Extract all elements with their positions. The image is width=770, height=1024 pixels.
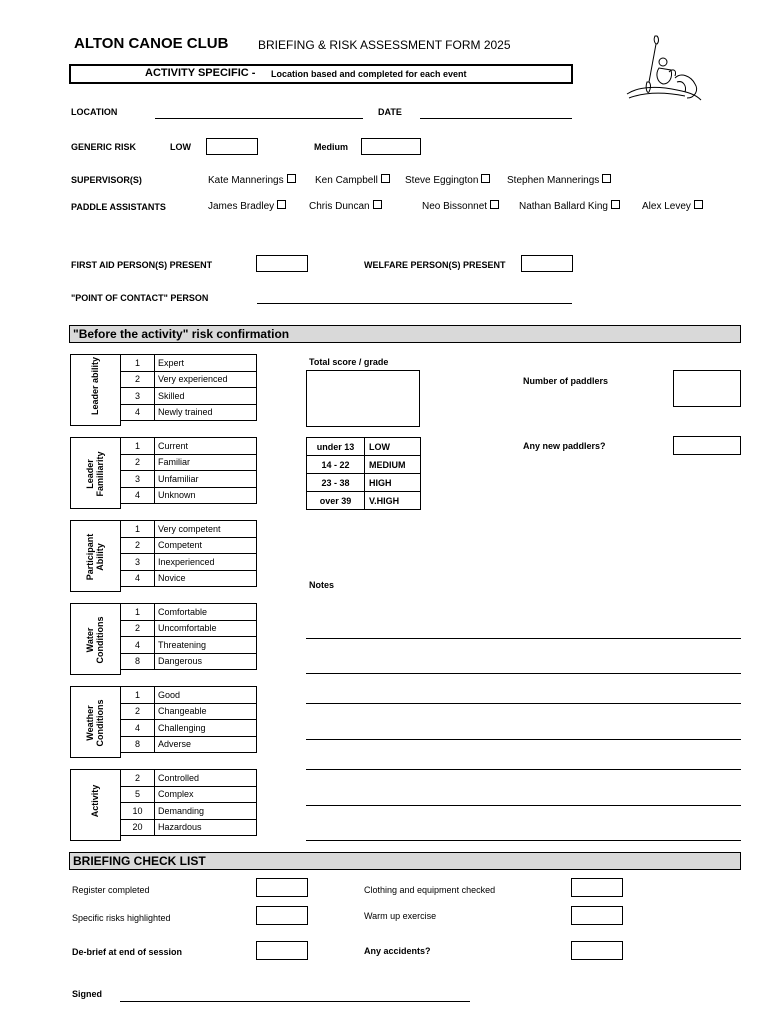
- notes-line[interactable]: [306, 739, 741, 740]
- category-label-cell: [70, 354, 121, 426]
- checkbox-icon[interactable]: [373, 200, 382, 209]
- category-label-cell: [70, 520, 121, 592]
- score-row[interactable]: [121, 404, 257, 421]
- category-label: Activity: [90, 784, 100, 818]
- checkbox-icon[interactable]: [277, 200, 286, 209]
- category-label-cell: [70, 437, 121, 509]
- checkbox-icon[interactable]: [602, 174, 611, 183]
- briefing-item: Clothing and equipment checked: [364, 885, 496, 895]
- score-description: Skilled: [155, 388, 257, 405]
- score-row[interactable]: [121, 371, 257, 388]
- generic-risk-label: GENERIC RISK: [71, 142, 137, 152]
- medium-checkbox[interactable]: [361, 138, 421, 155]
- category-table: [120, 437, 257, 504]
- grade-row: over 39 V.HIGH: [307, 492, 421, 510]
- register-box[interactable]: [256, 878, 308, 897]
- score-value: 2: [121, 770, 155, 787]
- category-label: Leader Familiarity: [85, 451, 105, 497]
- briefing-item: Warm up exercise: [364, 911, 437, 921]
- notes-label: Notes: [309, 580, 335, 590]
- score-description: Demanding: [155, 803, 257, 820]
- category-label: Participant Ability: [85, 533, 105, 581]
- score-row[interactable]: [121, 803, 257, 820]
- score-value: 2: [121, 371, 155, 388]
- checkbox-icon[interactable]: [481, 174, 490, 183]
- score-row[interactable]: [121, 454, 257, 471]
- supervisor-2[interactable]: Ken Campbell: [315, 174, 390, 186]
- score-row[interactable]: [121, 819, 257, 836]
- low-checkbox[interactable]: [206, 138, 258, 155]
- total-score-label: Total score / grade: [309, 357, 389, 367]
- category-table: [120, 686, 257, 753]
- score-description: Hazardous: [155, 819, 257, 836]
- score-description: Current: [155, 438, 257, 455]
- assistant-1[interactable]: James Bradley: [208, 200, 286, 212]
- score-value: 3: [121, 471, 155, 488]
- score-description: Adverse: [155, 736, 257, 753]
- canoeist-drawing: [625, 32, 705, 108]
- score-description: Changeable: [155, 703, 257, 720]
- banner-sub: Location based and completed for each event: [271, 69, 467, 79]
- score-value: 5: [121, 786, 155, 803]
- category-label: Leader ability: [90, 356, 100, 416]
- supervisor-3[interactable]: Steve Eggington: [405, 174, 490, 186]
- location-label: LOCATION: [71, 107, 118, 117]
- score-description: Unfamiliar: [155, 471, 257, 488]
- supervisors-label: SUPERVISOR(S): [71, 175, 142, 185]
- banner-main: ACTIVITY SPECIFIC -: [145, 67, 256, 79]
- new-paddlers-box[interactable]: [673, 436, 741, 455]
- assistant-3[interactable]: Neo Bissonnet: [422, 200, 499, 212]
- briefing-header: BRIEFING CHECK LIST: [69, 852, 741, 870]
- warmup-box[interactable]: [571, 906, 623, 925]
- score-value: 2: [121, 620, 155, 637]
- score-value: 2: [121, 454, 155, 471]
- score-description: Expert: [155, 355, 257, 372]
- score-description: Competent: [155, 537, 257, 554]
- checkbox-icon[interactable]: [490, 200, 499, 209]
- briefing-item: Any accidents?: [364, 946, 431, 956]
- score-description: Inexperienced: [155, 554, 257, 571]
- score-row[interactable]: [121, 537, 257, 554]
- grade-table: [306, 437, 421, 510]
- score-row[interactable]: [121, 770, 257, 787]
- score-value: 20: [121, 819, 155, 836]
- grade-row: under 13 LOW: [307, 438, 421, 456]
- score-value: 10: [121, 803, 155, 820]
- score-value: 1: [121, 687, 155, 704]
- grade-row: 23 - 38 HIGH: [307, 474, 421, 492]
- score-row[interactable]: [121, 487, 257, 504]
- score-description: Very experienced: [155, 371, 257, 388]
- risks-box[interactable]: [256, 906, 308, 925]
- score-row[interactable]: [121, 687, 257, 704]
- notes-line[interactable]: [306, 638, 741, 639]
- club-name: ALTON CANOE CLUB: [74, 35, 229, 52]
- briefing-item: Register completed: [72, 885, 150, 895]
- score-value: 3: [121, 554, 155, 571]
- point-of-contact-line[interactable]: [257, 303, 572, 304]
- checkbox-icon[interactable]: [611, 200, 620, 209]
- first-aid-box[interactable]: [256, 255, 308, 272]
- notes-line[interactable]: [306, 673, 741, 674]
- score-description: Dangerous: [155, 653, 257, 670]
- score-row[interactable]: [121, 438, 257, 455]
- checkbox-icon[interactable]: [381, 174, 390, 183]
- signature-line[interactable]: [120, 1001, 470, 1002]
- score-row[interactable]: [121, 620, 257, 637]
- briefing-item: Specific risks highlighted: [72, 913, 171, 923]
- assistant-5[interactable]: Alex Levey: [642, 200, 703, 212]
- score-description: Very competent: [155, 521, 257, 538]
- score-row[interactable]: [121, 388, 257, 405]
- score-value: 4: [121, 720, 155, 737]
- supervisor-4[interactable]: Stephen Mannerings: [507, 174, 611, 186]
- low-label: LOW: [170, 142, 191, 152]
- category-table: [120, 354, 257, 421]
- category-label: Weather Conditions: [85, 699, 105, 747]
- activity-banner: [69, 64, 573, 84]
- notes-line[interactable]: [306, 703, 741, 704]
- score-value: 8: [121, 653, 155, 670]
- welfare-label: WELFARE PERSON(S) PRESENT: [364, 260, 506, 270]
- briefing-item: De-brief at end of session: [72, 947, 183, 957]
- total-score-box[interactable]: [306, 370, 420, 427]
- notes-line[interactable]: [306, 840, 741, 841]
- score-value: 2: [121, 537, 155, 554]
- notes-line[interactable]: [306, 769, 741, 770]
- num-paddlers-label: Number of paddlers: [523, 376, 609, 386]
- score-description: Uncomfortable: [155, 620, 257, 637]
- assistant-2[interactable]: Chris Duncan: [309, 200, 382, 212]
- score-row[interactable]: [121, 521, 257, 538]
- score-row[interactable]: [121, 720, 257, 737]
- score-value: 1: [121, 604, 155, 621]
- score-row[interactable]: [121, 604, 257, 621]
- score-row[interactable]: [121, 570, 257, 587]
- welfare-box[interactable]: [521, 255, 573, 272]
- category-label-cell: [70, 769, 121, 841]
- before-activity-header: "Before the activity" risk confirmation: [69, 325, 741, 343]
- debrief-box[interactable]: [256, 941, 308, 960]
- category-table: [120, 769, 257, 836]
- category-label-cell: [70, 686, 121, 758]
- date-line[interactable]: [420, 118, 572, 119]
- score-description: Familiar: [155, 454, 257, 471]
- score-value: 4: [121, 570, 155, 587]
- paddle-assistants-label: PADDLE ASSISTANTS: [71, 202, 166, 212]
- score-description: Comfortable: [155, 604, 257, 621]
- num-paddlers-box[interactable]: [673, 370, 741, 407]
- score-value: 1: [121, 521, 155, 538]
- medium-label: Medium: [314, 142, 349, 152]
- score-row[interactable]: [121, 736, 257, 753]
- score-description: Challenging: [155, 720, 257, 737]
- score-value: 4: [121, 637, 155, 654]
- score-row[interactable]: [121, 703, 257, 720]
- clothing-box[interactable]: [571, 878, 623, 897]
- score-value: 1: [121, 355, 155, 372]
- category-label: Water Conditions: [85, 616, 105, 664]
- assistant-4[interactable]: Nathan Ballard King: [519, 200, 620, 212]
- notes-line[interactable]: [306, 805, 741, 806]
- location-line[interactable]: [155, 118, 363, 119]
- score-description: Newly trained: [155, 404, 257, 421]
- point-of-contact-label: "POINT OF CONTACT" PERSON: [71, 293, 209, 303]
- score-value: 3: [121, 388, 155, 405]
- score-row[interactable]: [121, 653, 257, 670]
- score-row[interactable]: [121, 355, 257, 372]
- score-description: Unknown: [155, 487, 257, 504]
- score-description: Controlled: [155, 770, 257, 787]
- category-table: [120, 520, 257, 587]
- score-row[interactable]: [121, 471, 257, 488]
- score-value: 4: [121, 404, 155, 421]
- supervisor-1[interactable]: Kate Mannerings: [208, 174, 296, 186]
- score-description: Good: [155, 687, 257, 704]
- score-description: Complex: [155, 786, 257, 803]
- first-aid-label: FIRST AID PERSON(S) PRESENT: [71, 260, 213, 270]
- score-row[interactable]: [121, 637, 257, 654]
- score-value: 2: [121, 703, 155, 720]
- form-title: BRIEFING & RISK ASSESSMENT FORM 2025: [258, 38, 511, 52]
- category-table: [120, 603, 257, 670]
- score-row[interactable]: [121, 786, 257, 803]
- score-description: Novice: [155, 570, 257, 587]
- checkbox-icon[interactable]: [287, 174, 296, 183]
- score-value: 8: [121, 736, 155, 753]
- score-description: Threatening: [155, 637, 257, 654]
- category-label-cell: [70, 603, 121, 675]
- score-value: 1: [121, 438, 155, 455]
- checkbox-icon[interactable]: [694, 200, 703, 209]
- score-value: 4: [121, 487, 155, 504]
- score-row[interactable]: [121, 554, 257, 571]
- date-label: DATE: [378, 107, 402, 117]
- grade-row: 14 - 22 MEDIUM: [307, 456, 421, 474]
- signed-label: Signed: [72, 989, 103, 999]
- new-paddlers-label: Any new paddlers?: [523, 441, 606, 451]
- accidents-box[interactable]: [571, 941, 623, 960]
